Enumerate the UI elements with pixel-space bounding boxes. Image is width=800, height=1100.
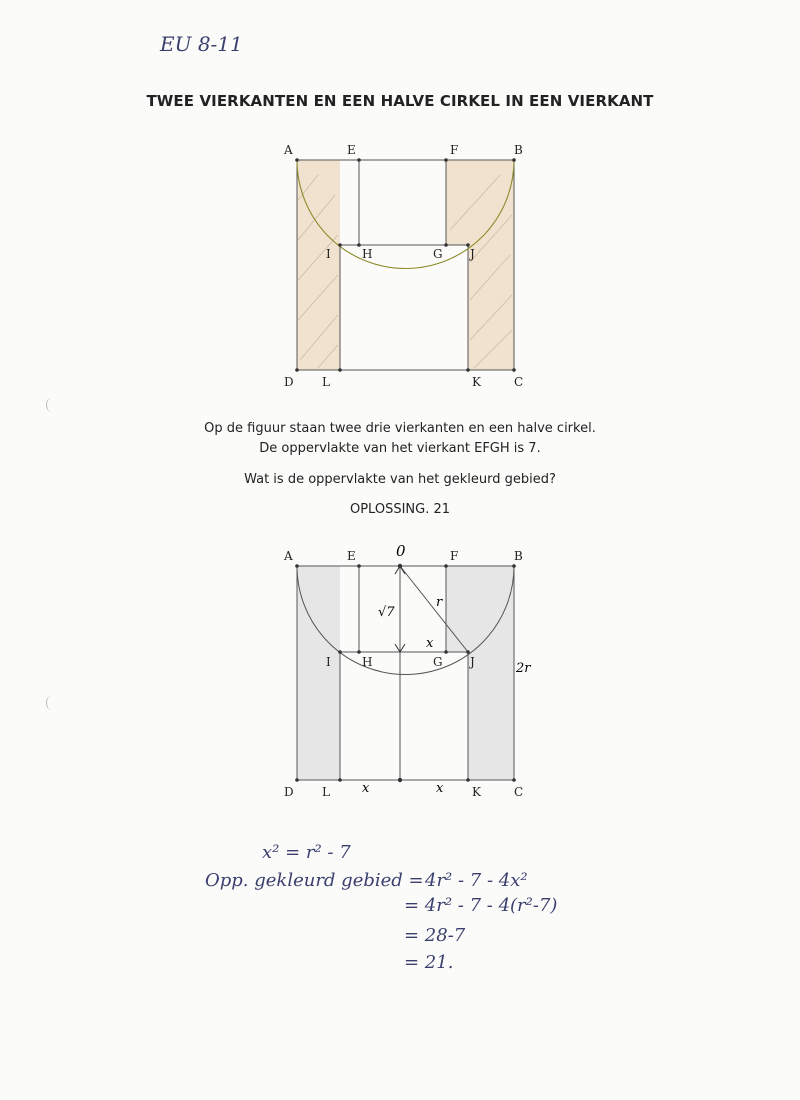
label2-I: I xyxy=(326,655,331,669)
label-I: I xyxy=(326,247,331,261)
annot-x-left: x xyxy=(362,781,370,796)
annot-x-mid: x xyxy=(426,636,434,651)
label2-A: A xyxy=(284,549,293,563)
label-D: D xyxy=(284,375,294,389)
problem-question: Wat is de oppervlakte van het gekleurd gebied? xyxy=(244,472,556,487)
label2-E: E xyxy=(347,549,356,563)
label-E: E xyxy=(347,143,356,157)
label2-F: F xyxy=(450,549,459,563)
solution-line-5: = 21. xyxy=(404,952,454,973)
label-H: H xyxy=(362,247,373,261)
label2-J: J xyxy=(470,655,475,669)
label2-K: K xyxy=(472,785,481,799)
solution-line-3: = 4r² - 7 - 4(r²-7) xyxy=(404,895,558,916)
label2-G: G xyxy=(433,655,443,669)
label2-L: L xyxy=(322,785,330,799)
problem-answer: OPLOSSING. 21 xyxy=(349,502,451,517)
annot-r: r xyxy=(436,595,443,610)
label2-O: 0 xyxy=(396,542,406,560)
label2-C: C xyxy=(514,785,524,799)
label-K: K xyxy=(472,375,481,389)
label-F: F xyxy=(450,143,459,157)
label2-H: H xyxy=(362,655,373,669)
page-title: TWEE VIERKANTEN EN EEN HALVE CIRKEL IN EEN VIERKANT xyxy=(146,92,654,110)
label2-D: D xyxy=(284,785,294,799)
annot-sqrt7: √7 xyxy=(378,605,395,620)
solution-line-2-label: Opp. gekleurd gebied = xyxy=(205,870,424,891)
problem-line-2: De oppervlakte van het vierkant EFGH is 7. xyxy=(259,441,541,456)
annot-x-right: x xyxy=(436,781,444,796)
solution-line-2-expr: 4r² - 7 - 4x² xyxy=(425,870,528,891)
shaded-right-2 xyxy=(446,566,514,780)
solution-line-4: = 28-7 xyxy=(404,925,466,946)
page-reference: EU 8-11 xyxy=(160,32,243,56)
label-C: C xyxy=(514,375,524,389)
label2-B: B xyxy=(514,549,523,563)
label-L: L xyxy=(322,375,330,389)
label-J: J xyxy=(470,247,475,261)
annot-2r: 2r xyxy=(516,661,531,676)
shaded-left-2 xyxy=(297,566,340,780)
solution-line-1: x² = r² - 7 xyxy=(262,842,351,863)
label-G: G xyxy=(433,247,443,261)
label-A: A xyxy=(284,143,293,157)
label-B: B xyxy=(514,143,523,157)
problem-line-1: Op de figuur staan twee drie vierkanten en een halve cirkel. xyxy=(204,421,596,436)
